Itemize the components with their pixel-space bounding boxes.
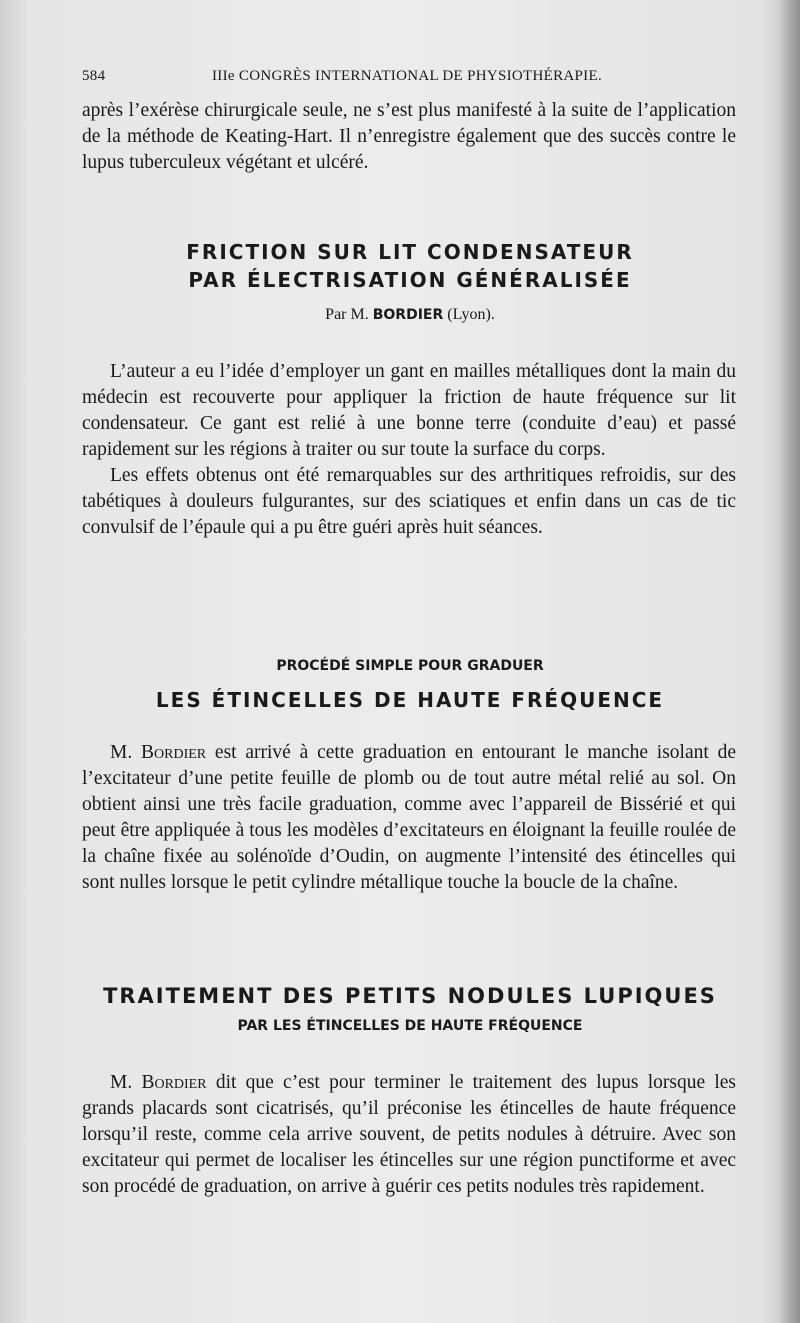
page-number: 584 bbox=[82, 68, 106, 84]
page-edge-shadow bbox=[778, 0, 800, 1323]
continuation-text bbox=[82, 98, 736, 176]
section1-title-line1: FRICTION SUR LIT CONDENSATEUR bbox=[186, 240, 634, 264]
section3-subtitle: PAR LES ÉTINCELLES DE HAUTE FRÉQUENCE bbox=[237, 1018, 583, 1034]
section3-person-name: M. Bordier bbox=[110, 1072, 207, 1093]
section2-person-name: M. Bordier bbox=[110, 742, 207, 763]
continuation-paragraph: après l’exérèse chirurgicale seule, ne s’est plus manifesté à la suite de l’application de la méthode de Keating-Hart. Il n’enregistre également que des succès contre le lupus tuberculeux végétant et ulcéré. bbox=[82, 100, 736, 173]
section1-paragraph-1: L’auteur a eu l’idée d’employer un gant en mailles métalliques dont la main du médecin est recouverte pour appliquer la friction de haute fréquence sur lit condensateur. Ce gant est relié à une bonne terre (conduite d’eau) et passé rapidement sur les régions à traiter ou sur toute la surface du corps. bbox=[82, 361, 736, 460]
section2-paragraph bbox=[82, 740, 736, 896]
section3-paragraph bbox=[82, 1070, 736, 1200]
section1-paragraph-2: Les effets obtenus ont été remarquables sur des arthritiques refroidis, sur des tabétiques à douleurs fulgurantes, sur des sciatiques et enfin dans un cas de tic convulsif de l’épaule qui a pu être guéri après huit séances. bbox=[82, 465, 736, 538]
section1-title-line2: PAR ÉLECTRISATION GÉNÉRALISÉE bbox=[188, 268, 632, 292]
running-title: IIIe CONGRÈS INTERNATIONAL DE PHYSIOTHÉRAPIE. bbox=[212, 68, 602, 84]
section2-title: LES ÉTINCELLES DE HAUTE FRÉQUENCE bbox=[155, 688, 665, 712]
author-place: (Lyon). bbox=[447, 306, 495, 323]
author-prefix: Par M. bbox=[325, 306, 369, 323]
section3-paragraph-text: dit que c’est pour terminer le traitement des lupus lorsque les grands placards sont cicatrisés, qu’il préconise les étincelles de haute fréquence lorsqu’il reste, comme cela arrive souvent, de petits nodules à détruire. Avec son excitateur qui permet de localiser les étincelles sur une région punctiforme et avec son procédé de graduation, on arrive à guérir ces petits nodules très rapidement. bbox=[82, 1072, 736, 1197]
section2-subtitle: PROCÉDÉ SIMPLE POUR GRADUER bbox=[276, 658, 544, 674]
section1-body bbox=[82, 359, 736, 541]
section1-author bbox=[80, 306, 740, 324]
section2-body bbox=[82, 740, 736, 896]
section3-title: TRAITEMENT DES PETITS NODULES LUPIQUES bbox=[103, 984, 717, 1008]
author-name: BORDIER bbox=[372, 307, 444, 323]
section2-paragraph-text: est arrivé à cette graduation en entourant le manche isolant de l’excitateur d’une petite feuille de plomb ou de tout autre métal relié au sol. On obtient ainsi une très facile graduation, comme avec l’appareil de Bissérié et qui peut être appliquée à tous les modèles d’excitateurs en éloignant la feuille roulée de la chaîne fixée au solénoïde d’Oudin, on augmente l’intensité des étincelles qui sont nulles lorsque le petit cylindre métallique touche la boucle de la chaîne. bbox=[82, 742, 736, 893]
section3-body bbox=[82, 1070, 736, 1200]
